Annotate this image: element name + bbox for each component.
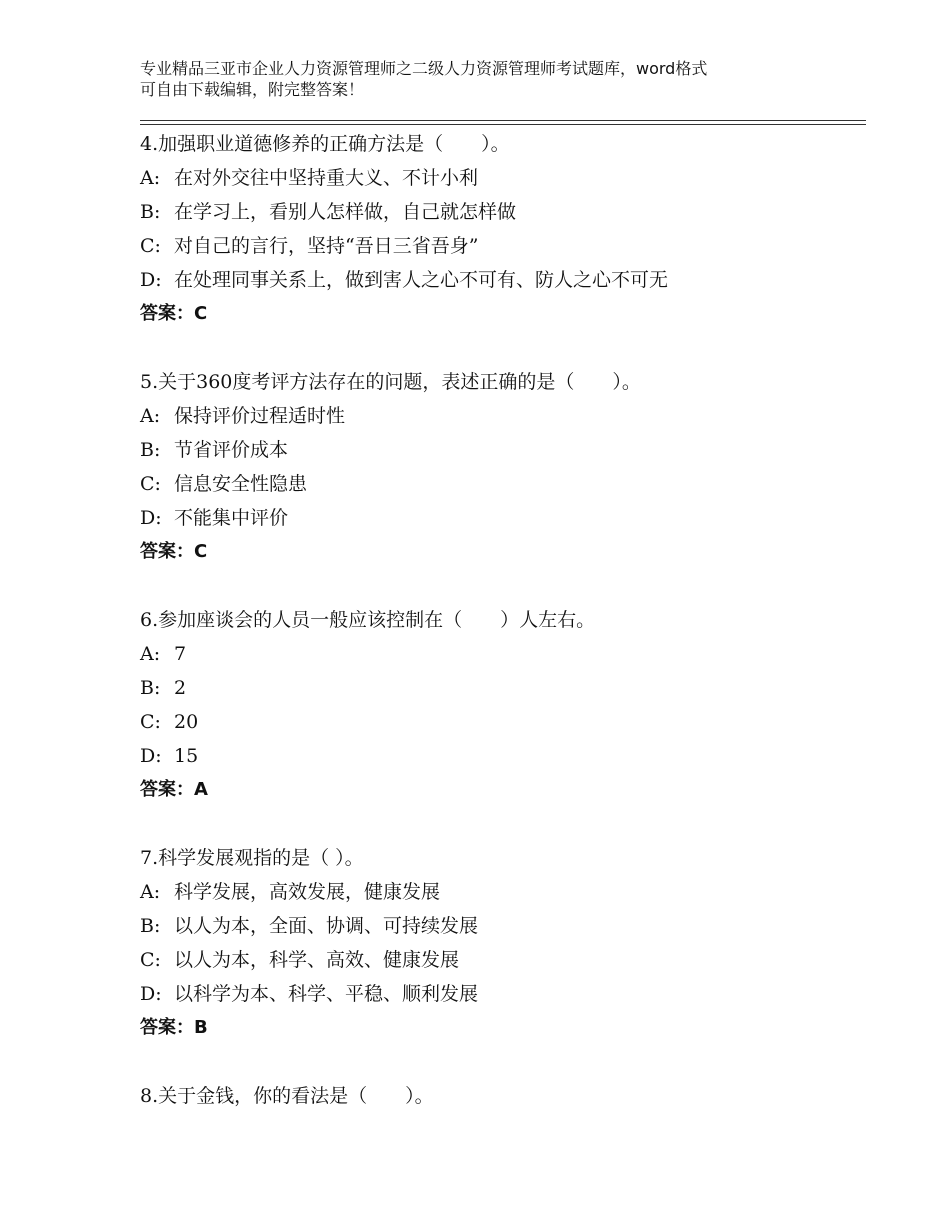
question-stem: 6.参加座谈会的人员一般应该控制在（ ）人左右。: [140, 609, 596, 631]
option-text: 在处理同事关系上，做到害人之心不可有、防人之心不可无: [174, 269, 669, 291]
option-key: C:: [140, 473, 161, 495]
option-d: [140, 263, 860, 297]
option-text: 15: [174, 745, 199, 767]
option-d: [140, 977, 860, 1011]
option-b: [140, 433, 860, 467]
answer-label: 答案：C: [140, 541, 208, 562]
document-header: [140, 58, 840, 100]
answer-label: 答案：A: [140, 779, 208, 800]
option-key: D:: [140, 745, 162, 767]
option-text: 20: [174, 711, 199, 733]
option-text: 科学发展，高效发展，健康发展: [174, 881, 441, 903]
option-text: 在学习上，看别人怎样做，自己就怎样做: [174, 201, 517, 223]
option-key: C:: [140, 235, 161, 257]
option-key: D:: [140, 983, 162, 1005]
question-list: [140, 127, 860, 1113]
option-text: 以人为本，全面、协调、可持续发展: [174, 915, 479, 937]
question-stem: 4.加强职业道德修养的正确方法是（ ）。: [140, 133, 510, 155]
option-text: 在对外交往中坚持重大义、不计小利: [174, 167, 479, 189]
option-a: [140, 161, 860, 195]
option-text: 2: [174, 677, 187, 699]
option-text: 以人为本，科学、高效、健康发展: [174, 949, 460, 971]
option-text: 信息安全性隐患: [174, 473, 308, 495]
option-key: C:: [140, 711, 161, 733]
question-6: [140, 603, 860, 807]
option-b: [140, 671, 860, 705]
option-key: B:: [140, 201, 161, 223]
option-text: 不能集中评价: [174, 507, 289, 529]
option-c: [140, 467, 860, 501]
question-spacer: [140, 569, 860, 603]
option-a: [140, 637, 860, 671]
option-text: 节省评价成本: [174, 439, 289, 461]
option-a: [140, 875, 860, 909]
question-7: [140, 841, 860, 1045]
option-key: B:: [140, 915, 161, 937]
header-divider-bottom: [140, 124, 866, 125]
option-key: A:: [140, 643, 161, 665]
question-spacer: [140, 807, 860, 841]
question-stem: 7.科学发展观指的是（ ）。: [140, 847, 364, 869]
option-text: 以科学为本、科学、平稳、顺利发展: [174, 983, 479, 1005]
option-c: [140, 943, 860, 977]
header-line-2: 可自由下载编辑，附完整答案！: [140, 80, 365, 99]
option-d: [140, 501, 860, 535]
header-line-1: 专业精品三亚市企业人力资源管理师之二级人力资源管理师考试题库，word格式: [140, 59, 708, 78]
option-key: B:: [140, 439, 161, 461]
option-key: A:: [140, 405, 161, 427]
option-text: 对自己的言行，坚持“吾日三省吾身”: [174, 235, 479, 257]
answer-label: 答案：B: [140, 1017, 208, 1038]
question-spacer: [140, 331, 860, 365]
question-stem: 5.关于360度考评方法存在的问题，表述正确的是（ ）。: [140, 371, 641, 393]
option-c: [140, 229, 860, 263]
question-spacer: [140, 1045, 860, 1079]
option-key: D:: [140, 507, 162, 529]
question-8: [140, 1079, 860, 1113]
option-text: 保持评价过程适时性: [174, 405, 346, 427]
header-divider-top: [140, 120, 866, 121]
option-key: D:: [140, 269, 162, 291]
question-4: [140, 127, 860, 331]
option-key: C:: [140, 949, 161, 971]
option-c: [140, 705, 860, 739]
answer-label: 答案：C: [140, 303, 208, 324]
option-key: A:: [140, 167, 161, 189]
option-text: 7: [174, 643, 187, 665]
option-a: [140, 399, 860, 433]
option-d: [140, 739, 860, 773]
question-5: [140, 365, 860, 569]
option-b: [140, 909, 860, 943]
option-key: A:: [140, 881, 161, 903]
question-stem: 8.关于金钱，你的看法是（ ）。: [140, 1085, 434, 1107]
option-key: B:: [140, 677, 161, 699]
option-b: [140, 195, 860, 229]
